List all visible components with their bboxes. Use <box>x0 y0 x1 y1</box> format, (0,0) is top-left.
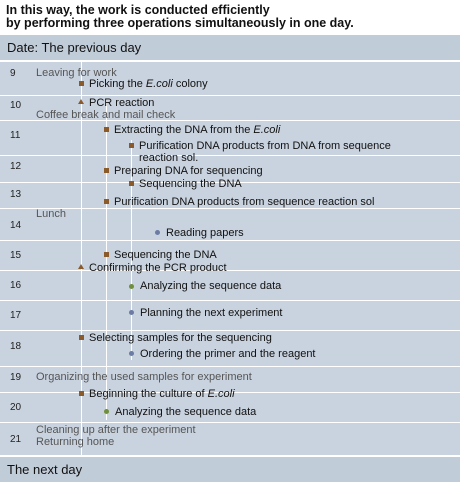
event-cleaning-up: Cleaning up after the experiment <box>36 424 196 436</box>
task-marker-square <box>129 143 134 148</box>
event-leaving-for-work: Leaving for work <box>36 67 117 79</box>
task-marker-square <box>79 391 84 396</box>
event-analyzing-sequence-1: Analyzing the sequence data <box>140 280 282 292</box>
event-preparing-dna: Preparing DNA for sequencing <box>114 165 263 177</box>
hour-label: 14 <box>10 220 22 231</box>
next-day-band <box>0 455 460 482</box>
hour-divider <box>0 208 460 209</box>
task-marker-dot <box>155 230 160 235</box>
task-marker-dot <box>129 310 134 315</box>
heading-line-2: by performing three operations simultaneously in one day. <box>6 16 354 30</box>
previous-day-label: Date: The previous day <box>7 40 142 55</box>
event-extracting-dna: Extracting the DNA from the E.coli <box>114 124 281 136</box>
event-picking-colony: Picking the E.coli colony <box>89 78 208 90</box>
task-marker-triangle <box>78 264 84 269</box>
hour-divider <box>0 95 460 96</box>
event-beginning-culture: Beginning the culture of E.coli <box>89 388 235 400</box>
heading-line-1: In this way, the work is conducted efficiently <box>6 3 270 17</box>
hour-label: 9 <box>10 68 16 79</box>
hour-divider <box>0 422 460 423</box>
task-marker-square <box>129 181 134 186</box>
event-sequencing-dna-1: Sequencing the DNA <box>139 178 242 190</box>
event-organizing-samples: Organizing the used samples for experiment <box>36 371 252 383</box>
task-marker-square <box>79 81 84 86</box>
hour-divider <box>0 270 460 271</box>
event-selecting-samples: Selecting samples for the sequencing <box>89 332 272 344</box>
hour-label: 13 <box>10 189 22 200</box>
hour-label: 11 <box>10 130 21 141</box>
event-analyzing-sequence-2: Analyzing the sequence data <box>115 406 257 418</box>
page-heading <box>6 4 458 30</box>
task-marker-square <box>104 252 109 257</box>
hour-label: 16 <box>10 280 22 291</box>
hour-label: 15 <box>10 250 22 261</box>
task-marker-square <box>79 335 84 340</box>
event-pcr-reaction: PCR reaction <box>89 97 155 109</box>
hour-divider <box>0 300 460 301</box>
hour-divider <box>0 366 460 367</box>
task-marker-dot <box>104 409 109 414</box>
hour-label: 10 <box>10 100 22 111</box>
next-day-label: The next day <box>7 462 83 477</box>
hour-label: 17 <box>10 310 22 321</box>
hour-label: 20 <box>10 402 22 413</box>
task-marker-dot <box>129 284 134 289</box>
event-lunch: Lunch <box>36 208 66 220</box>
hour-label: 21 <box>10 434 22 445</box>
event-confirming-pcr: Confirming the PCR product <box>89 262 227 274</box>
event-returning-home: Returning home <box>36 436 115 448</box>
event-sequencing-dna-2: Sequencing the DNA <box>114 249 217 261</box>
event-purification-2: Purification DNA products from sequence reaction sol <box>114 196 375 208</box>
task-marker-dot <box>129 351 134 356</box>
hour-divider <box>0 330 460 331</box>
event-planning-next: Planning the next experiment <box>140 307 283 319</box>
event-reading-papers: Reading papers <box>166 227 244 239</box>
previous-day-band <box>0 35 460 62</box>
event-ordering-primer: Ordering the primer and the reagent <box>140 348 316 360</box>
event-purification-1: Purification DNA products from DNA from sequence reaction sol. <box>139 140 391 164</box>
event-coffee-break: Coffee break and mail check <box>36 109 176 121</box>
hour-divider <box>0 240 460 241</box>
task-marker-square <box>104 199 109 204</box>
task-marker-square <box>104 127 109 132</box>
task-marker-square <box>104 168 109 173</box>
hour-label: 18 <box>10 341 22 352</box>
hour-label: 12 <box>10 161 22 172</box>
task-marker-triangle <box>78 99 84 104</box>
hour-label: 19 <box>10 372 22 383</box>
